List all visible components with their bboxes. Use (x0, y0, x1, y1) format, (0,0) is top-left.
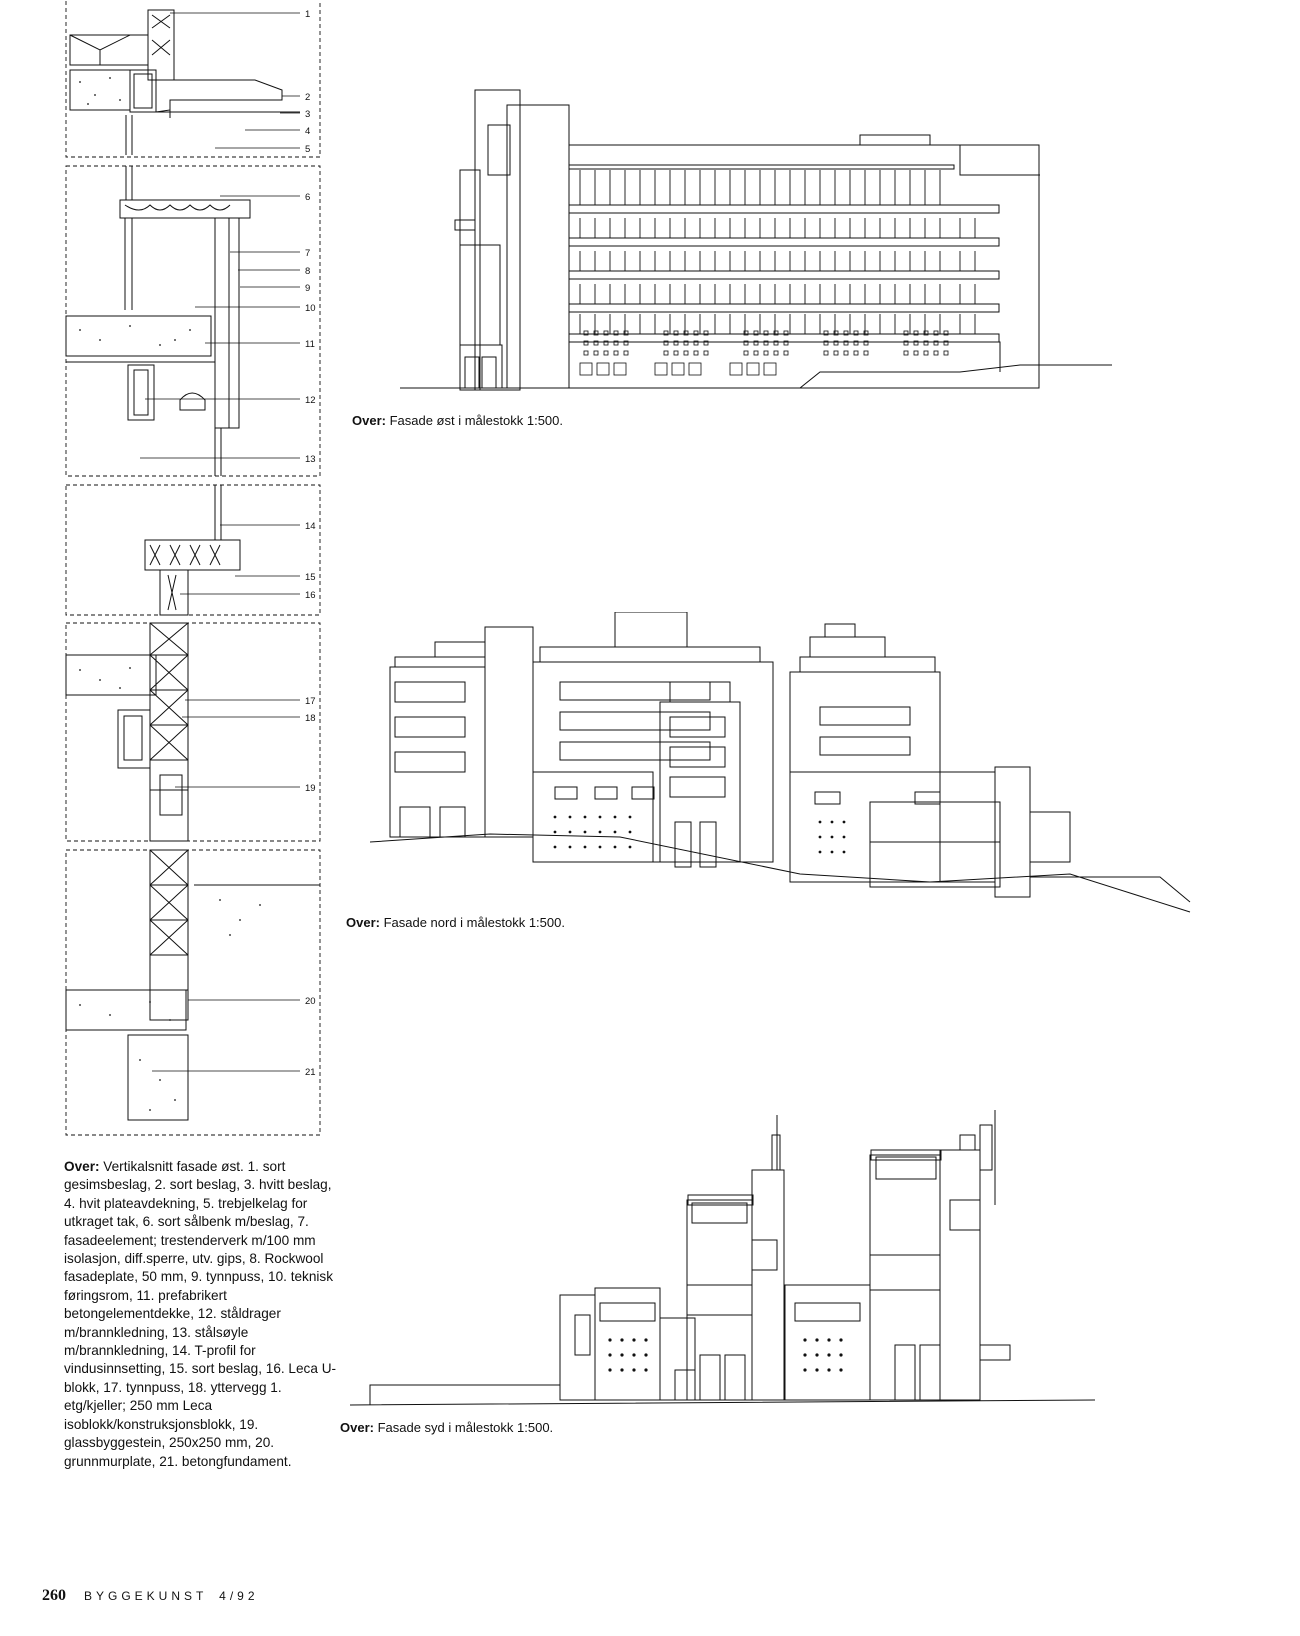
east-facade-drawing (400, 75, 1120, 400)
issue-number: 4/92 (219, 1589, 259, 1603)
north-facade-caption (346, 914, 565, 931)
section-caption-text: Vertikalsnitt fasade øst. 1. sort gesimsbeslag, 2. sort beslag, 3. hvitt beslag, 4. hvit plateavdekning, 5. trebjelkelag for utkraget tak, 6. sort sålbenk m/beslag, 7. fasadeelement; trestenderverk m/100 mm isolasjon, diff.sperre, utv. gips, 8. Rockwool fasadeplate, 50 mm, 9. tynnpuss, 10. teknisk føringsrom, 11. prefabrikert betongelementdekke, 12. ståldrager m/brannkledning, 13. stålsøyle m/brannkledning, 14. T-profil for vindusinnsetting, 15. sort beslag, 16. Leca U-blokk, 17. tynnpuss, 18. yttervegg 1. etg/kjeller; 250 mm Leca isoblokk/konstruksjonsblokk, 19. glassbyggestein, 250x250 mm, 20. grunnmurplate, 21. betongfundament. (64, 1159, 337, 1469)
callout-15: 15 (305, 572, 316, 583)
callout-11: 11 (305, 339, 315, 350)
callout-3: 3 (305, 109, 311, 120)
callout-9: 9 (305, 283, 311, 294)
north-caption-lead: Over: (346, 915, 380, 930)
section-caption (64, 1158, 339, 1471)
callout-19: 19 (305, 783, 316, 794)
callout-5: 5 (305, 144, 311, 155)
south-facade-caption (340, 1419, 553, 1436)
south-facade-drawing (350, 1110, 1150, 1410)
south-caption-lead: Over: (340, 1420, 374, 1435)
callout-18: 18 (305, 713, 316, 724)
callout-7: 7 (305, 248, 311, 259)
vertical-section-drawing (0, 0, 340, 1150)
section-caption-lead: Over: (64, 1159, 100, 1174)
east-caption-lead: Over: (352, 413, 386, 428)
east-caption-text: Fasade øst i målestokk 1:500. (385, 413, 563, 428)
page-number: 260 (42, 1587, 66, 1604)
callout-1: 1 (305, 9, 311, 20)
callout-21: 21 (305, 1067, 316, 1078)
callout-16: 16 (305, 590, 316, 601)
callout-13: 13 (305, 454, 316, 465)
north-facade-drawing (370, 612, 1240, 932)
page-footer (42, 1587, 259, 1605)
callout-17: 17 (305, 696, 316, 707)
east-facade-caption (352, 412, 563, 429)
callout-14: 14 (305, 521, 316, 532)
magazine-name: BYGGEKUNST (84, 1589, 208, 1603)
south-caption-text: Fasade syd i målestokk 1:500. (373, 1420, 554, 1435)
callout-10: 10 (305, 303, 316, 314)
callout-4: 4 (305, 126, 311, 137)
callout-8: 8 (305, 266, 311, 277)
callout-2: 2 (305, 92, 311, 103)
callout-12: 12 (305, 395, 316, 406)
callout-6: 6 (305, 192, 311, 203)
callout-20: 20 (305, 996, 316, 1007)
north-caption-text: Fasade nord i målestokk 1:500. (379, 915, 565, 930)
